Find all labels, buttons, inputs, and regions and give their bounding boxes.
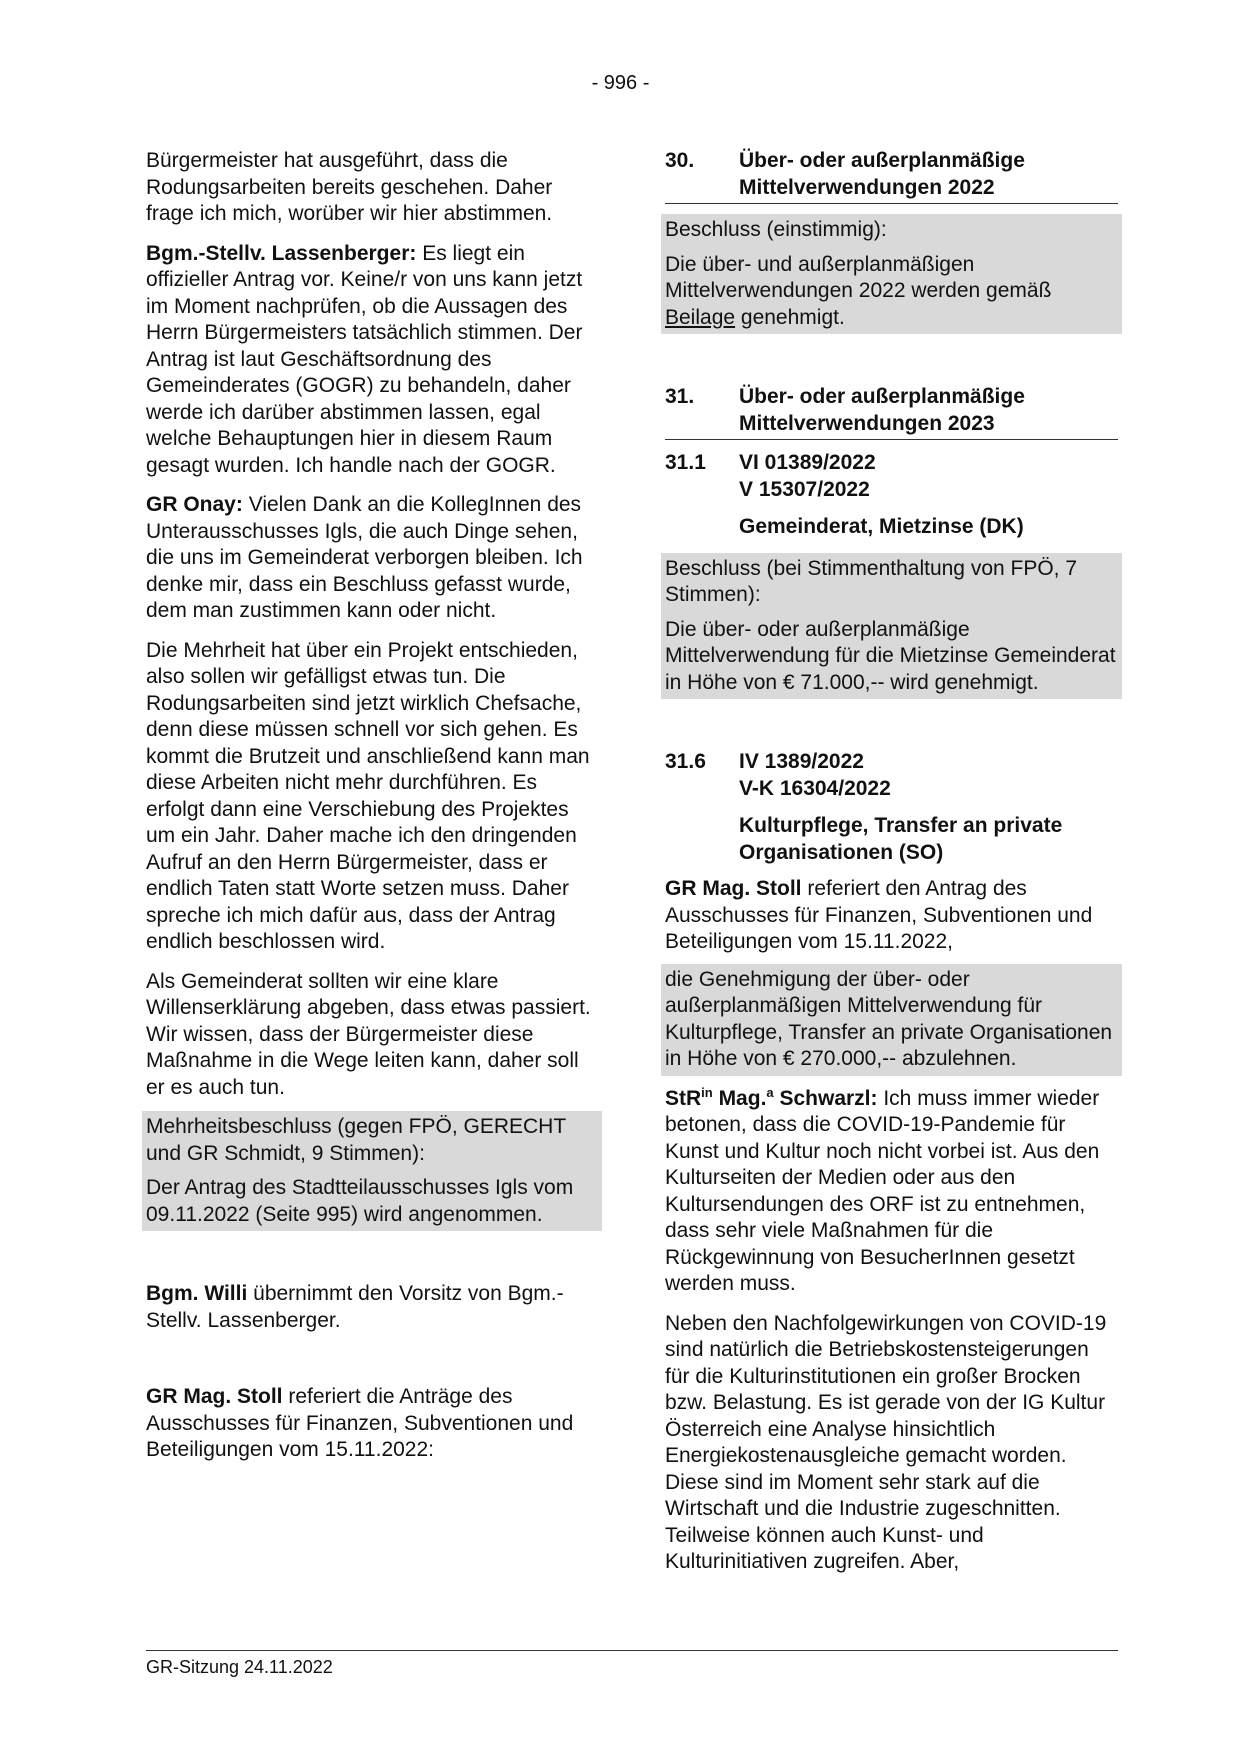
paragraph: Bürgermeister hat ausgeführt, dass die Rodungsarbeiten bereits geschehen. Daher frage ich mich, worüber wir hier abstimmen. <box>146 149 553 225</box>
footer: GR-Sitzung 24.11.2022 <box>146 1650 1118 1678</box>
paragraph: Neben den Nachfolgewirkungen von COVID-19 sind natürlich die Betriebskostensteigerungen für die Kulturinstitutionen ein großer Brocken bzw. Belastung. Es ist gerade von der IG Kultur Österreich eine Analyse hinsichtlich Energiekostenausgleiche gemacht worden. Diese sind im Moment sehr stark auf die Wirtschaft und die Industrie zugeschnitten. Teilweise können auch Kunst- und Kulturinitiativen zugreifen. Aber, <box>665 1311 1107 1573</box>
section-number: 31. <box>665 385 695 408</box>
decision-title: Mehrheitsbeschluss (gegen FPÖ, GERECHT und GR Schmidt, 9 Stimmen): <box>146 1115 566 1165</box>
decision-text: Die über- oder außerplanmäßige Mittelverwendung für die Mietzinse Gemeinderat in Höhe von € 71.000,-- wird genehmigt. <box>665 617 1116 694</box>
decision-text: Der Antrag des Stadtteilausschusses Igls vom 09.11.2022 (Seite 995) wird angenommen. <box>146 1176 574 1226</box>
speech-text: übernimmt den Vorsitz von Bgm.-Stellv. Lassenberger. <box>146 1282 564 1332</box>
speaker-superscript: a <box>766 1084 774 1100</box>
beilage-link[interactable]: Beilage <box>665 305 736 329</box>
page-number: - 996 - <box>591 72 650 94</box>
speech-text: Es liegt ein offizieller Antrag vor. Keine/r von uns kann jetzt im Moment nachprüfen, ob die Aussagen des Herrn Bürgermeisters tatsächlich stimmen. Der Antrag ist laut Geschäftsordnung des Gemeinderates (GOGR) zu behandeln, daher werde ich darüber abstimmen lassen, egal welche Behauptungen hier in diesem Raum gesagt wurden. Ich handle nach der GOGR. <box>146 241 583 477</box>
right-column <box>665 148 1118 1589</box>
speaker-name: Bgm.-Stellv. Lassenberger: <box>146 241 417 265</box>
subsection-heading-31-1 <box>665 450 1118 503</box>
section-title: Über- oder außerplanmäßige Mittelverwendungen 2022 <box>739 149 1025 199</box>
paragraph <box>665 876 1118 956</box>
speech-text: referiert den Antrag des Ausschusses für Finanzen, Subventionen und Beteiligungen vom 15.11.2022, <box>665 877 1093 953</box>
section-number: 30. <box>665 149 695 172</box>
section-heading-31 <box>665 384 1118 440</box>
decision-box <box>661 553 1122 700</box>
subsection-title: Kulturpflege, Transfer an private Organisationen (SO) <box>739 814 1063 864</box>
speech-text: Vielen Dank an die KollegInnen des Unterausschusses Igls, die auch Dinge sehen, die uns im Gemeinderat verborgen bleiben. Ich denke mir, dass ein Beschluss gefasst wurde, dem man zustimmen kann oder nicht. <box>146 493 583 622</box>
motion-text: die Genehmigung der über- oder außerplanmäßigen Mittelverwendung für Kulturpflege, Transfer an private Organisationen in Höhe von € 270.000,-- abzulehnen. <box>665 967 1113 1070</box>
section-refs <box>739 749 891 802</box>
speaker-superscript: in <box>701 1084 713 1100</box>
speaker-name: GR Mag. Stoll <box>146 1385 283 1408</box>
decision-box <box>661 214 1122 334</box>
section-refs <box>739 450 876 503</box>
section-number: 31.1 <box>665 451 706 474</box>
section-heading-30 <box>665 148 1118 204</box>
paragraph: Als Gemeinderat sollten wir eine klare Willenserklärung abgeben, dass etwas passiert. Wir wissen, dass der Bürgermeister diese Maßnahme in die Wege leiten kann, daher soll er es auch tun. <box>146 969 591 1099</box>
reference-number: V 15307/2022 <box>739 477 870 501</box>
paragraph <box>665 1086 1118 1298</box>
subsection-heading-31-6 <box>665 749 1118 802</box>
speaker-name: Bgm. Willi <box>146 1282 248 1305</box>
decision-text <box>665 252 1118 332</box>
reference-number: IV 1389/2022 <box>739 750 864 773</box>
paragraph <box>146 1384 598 1464</box>
motion-box <box>661 964 1122 1076</box>
speaker-part: Mag. <box>712 1086 767 1110</box>
reference-number: VI 01389/2022 <box>739 451 876 474</box>
section-title: Über- oder außerplanmäßige Mittelverwendungen 2023 <box>739 385 1025 435</box>
reference-number: V-K 16304/2022 <box>739 776 891 800</box>
speech-text: Ich muss immer wieder betonen, dass die COVID-19-Pandemie für Kunst und Kultur noch nicht vorbei ist. Aus den Kulturseiten der Medien oder aus den Kultursendungen des ORF ist zu entnehmen, dass sehr viele Maßnahmen für die Rückgewinnung von BesucherInnen gesetzt werden muss. <box>665 1086 1100 1295</box>
speaker-part: StR <box>665 1086 702 1110</box>
decision-text-part: genehmigt. <box>735 305 845 329</box>
speaker-part: Schwarzl: <box>773 1086 878 1110</box>
section-number: 31.6 <box>665 750 706 773</box>
speaker-name: GR Onay: <box>146 493 243 516</box>
paragraph <box>146 1281 598 1334</box>
paragraph <box>146 241 598 480</box>
left-column <box>146 148 598 1477</box>
paragraph <box>146 492 598 625</box>
speaker-name <box>665 1084 878 1110</box>
decision-box <box>142 1111 602 1231</box>
speech-text: referiert die Anträge des Ausschusses für Finanzen, Subventionen und Beteiligungen vom 15.11.2022: <box>146 1385 574 1461</box>
paragraph: Die Mehrheit hat über ein Projekt entschieden, also sollen wir gefälligst etwas tun. Die Rodungsarbeiten sind jetzt wirklich Chefsache, denn diese müssen schnell vor sich gehen. Es kommt die Brutzeit und anschließend kann man diese Arbeiten nicht mehr durchführen. Es erfolgt dann eine Verschiebung des Projektes um ein Jahr. Daher mache ich den dringenden Aufruf an den Herrn Bürgermeister, dass er endlich Taten statt Worte setzen muss. Daher spreche ich mich dafür aus, dass der Antrag endlich beschlossen wird. <box>146 638 590 953</box>
subsection-title: Gemeinderat, Mietzinse (DK) <box>739 515 1024 538</box>
speaker-name: GR Mag. Stoll <box>665 877 802 900</box>
decision-title: Beschluss (einstimmig): <box>665 218 887 241</box>
decision-text-part: Die über- und außerplanmäßigen Mittelverwendungen 2022 werden gemäß <box>665 252 1052 302</box>
decision-title: Beschluss (bei Stimmenthaltung von FPÖ, 7 Stimmen): <box>665 556 1078 606</box>
